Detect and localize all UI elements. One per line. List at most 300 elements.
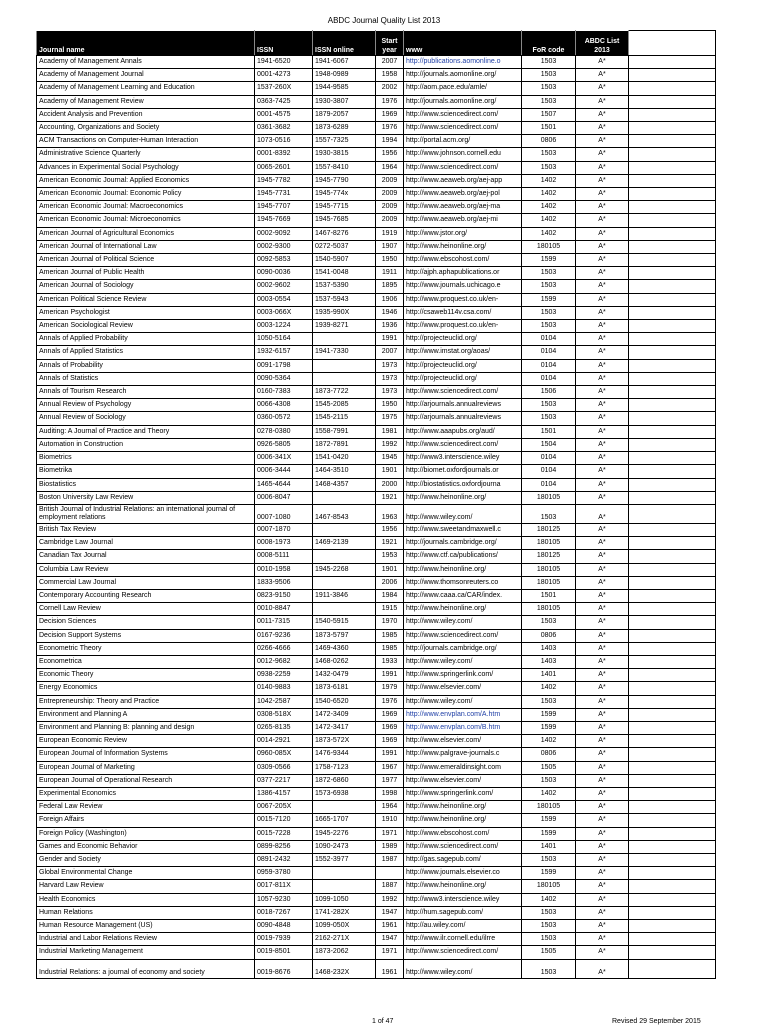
for-code-cell: 1402 <box>522 893 576 906</box>
empty-cell <box>629 933 716 946</box>
empty-cell <box>629 695 716 708</box>
abdc-rank-cell: A* <box>576 95 629 108</box>
start-year-cell: 1964 <box>376 161 404 174</box>
empty-cell <box>629 880 716 893</box>
empty-cell <box>629 201 716 214</box>
start-year-cell: 1950 <box>376 254 404 267</box>
url-link[interactable]: http://arjournals.annualreviews <box>404 412 522 425</box>
empty-cell <box>629 161 716 174</box>
issn-online-cell: 1540-5915 <box>313 616 376 629</box>
url-link[interactable]: http://www3.interscience.wiley <box>404 893 522 906</box>
url-link[interactable]: http://www.heinonline.org/ <box>404 814 522 827</box>
url-link[interactable]: http://www3.interscience.wiley <box>404 452 522 465</box>
issn-cell: 1042-2587 <box>255 695 313 708</box>
issn-online-cell: 1939-8271 <box>313 320 376 333</box>
start-year-cell: 1947 <box>376 933 404 946</box>
issn-online-cell: 1545-2115 <box>313 412 376 425</box>
for-code-cell: 1599 <box>522 708 576 721</box>
empty-cell <box>629 174 716 187</box>
empty-cell <box>629 491 716 504</box>
for-code-cell: 1402 <box>522 188 576 201</box>
issn-cell: 0891-2432 <box>255 853 313 866</box>
url-link[interactable]: http://www.ilr.cornell.edu/ilrre <box>404 933 522 946</box>
journal-name-cell: Foreign Policy (Washington) <box>37 827 255 840</box>
url-link[interactable]: http://www.proquest.co.uk/en- <box>404 320 522 333</box>
for-code-cell: 1403 <box>522 642 576 655</box>
table-row <box>37 695 716 708</box>
start-year-cell <box>376 867 404 880</box>
for-code-cell: 1501 <box>522 589 576 602</box>
table-row <box>37 306 716 319</box>
abdc-rank-cell: A* <box>576 814 629 827</box>
empty-cell <box>629 893 716 906</box>
issn-online-cell: 1941-7330 <box>313 346 376 359</box>
abdc-rank-cell: A* <box>576 227 629 240</box>
url-link[interactable]: http://hum.sagepub.com/ <box>404 906 522 919</box>
issn-cell: 0092-5853 <box>255 254 313 267</box>
url-link[interactable]: http://www.caaa.ca/CAR/index. <box>404 589 522 602</box>
start-year-cell: 1946 <box>376 306 404 319</box>
url-link[interactable]: http://www.thomsonreuters.co <box>404 576 522 589</box>
url-link[interactable]: http://www.jstor.org/ <box>404 227 522 240</box>
for-code-cell: 1503 <box>522 95 576 108</box>
url-link[interactable]: http://www.sciencedirect.com/ <box>404 946 522 959</box>
url-link[interactable]: http://www.envplan.com/A.htm <box>404 708 522 721</box>
url-link[interactable]: http://www.heinonline.org/ <box>404 603 522 616</box>
issn-cell: 0363-7425 <box>255 95 313 108</box>
table-row <box>37 616 716 629</box>
issn-cell: 0899-8256 <box>255 840 313 853</box>
issn-cell: 1945-7707 <box>255 201 313 214</box>
for-code-cell: 0104 <box>522 465 576 478</box>
empty-cell <box>629 412 716 425</box>
issn-cell: 0091-1798 <box>255 359 313 372</box>
start-year-cell: 1976 <box>376 695 404 708</box>
issn-online-cell: 1540-5907 <box>313 254 376 267</box>
empty-cell <box>629 399 716 412</box>
url-link[interactable]: http://www.envplan.com/B.htm <box>404 721 522 734</box>
url-link[interactable]: http://www.elsevier.com/ <box>404 682 522 695</box>
issn-cell: 0019-7939 <box>255 933 313 946</box>
table-row <box>37 563 716 576</box>
url-link[interactable]: http://www.springerlink.com/ <box>404 787 522 800</box>
url-link[interactable]: http://publications.aomonline.o <box>404 56 522 69</box>
url-link[interactable]: http://www.heinonline.org/ <box>404 801 522 814</box>
url-link[interactable]: http://biostatistics.oxfordjourna <box>404 478 522 491</box>
issn-online-cell: 1469-4360 <box>313 642 376 655</box>
start-year-cell: 1975 <box>376 412 404 425</box>
abdc-rank-cell: A* <box>576 399 629 412</box>
issn-online-cell: 1432-0479 <box>313 669 376 682</box>
issn-cell: 1073-0516 <box>255 135 313 148</box>
empty-cell <box>629 959 716 978</box>
url-link[interactable]: http://journals.cambridge.org/ <box>404 642 522 655</box>
issn-online-cell: 1537-5390 <box>313 280 376 293</box>
for-code-cell: 1401 <box>522 840 576 853</box>
start-year-cell: 2009 <box>376 214 404 227</box>
issn-online-cell: 1469-2139 <box>313 537 376 550</box>
table-row <box>37 188 716 201</box>
url-link[interactable]: http://aom.pace.edu/amle/ <box>404 82 522 95</box>
url-link[interactable]: http://www.wiley.com/ <box>404 655 522 668</box>
url-link[interactable]: http://www.journals.uchicago.e <box>404 280 522 293</box>
for-code-cell: 1503 <box>522 853 576 866</box>
url-link[interactable]: http://www.johnson.cornell.edu <box>404 148 522 161</box>
journal-name-cell: European Journal of Operational Research <box>37 774 255 787</box>
journal-name-cell: Economic Theory <box>37 669 255 682</box>
url-link[interactable]: http://www.aaapubs.org/aud/ <box>404 425 522 438</box>
abdc-rank-cell: A* <box>576 333 629 346</box>
url-link[interactable]: http://www.springerlink.com/ <box>404 669 522 682</box>
url-link[interactable]: http://gas.sagepub.com/ <box>404 853 522 866</box>
url-link[interactable]: http://www.sciencedirect.com/ <box>404 840 522 853</box>
url-link[interactable]: http://www.aeaweb.org/aej-ma <box>404 201 522 214</box>
url-link[interactable]: http://biomet.oxfordjournals.or <box>404 465 522 478</box>
for-code-cell: 0104 <box>522 346 576 359</box>
issn-cell: 0001-4575 <box>255 108 313 121</box>
journal-name-cell: Biometrika <box>37 465 255 478</box>
for-code-cell: 1503 <box>522 959 576 978</box>
journal-name-cell: European Journal of Information Systems <box>37 748 255 761</box>
issn-online-cell <box>313 491 376 504</box>
table-row <box>37 550 716 563</box>
table-row <box>37 933 716 946</box>
for-code-cell: 1599 <box>522 721 576 734</box>
issn-cell: 0014-2921 <box>255 735 313 748</box>
table-row <box>37 708 716 721</box>
for-code-cell: 180105 <box>522 240 576 253</box>
start-year-cell: 1956 <box>376 148 404 161</box>
abdc-rank-cell: A* <box>576 563 629 576</box>
start-year-cell: 2009 <box>376 188 404 201</box>
issn-online-cell <box>313 372 376 385</box>
issn-cell: 0003-1224 <box>255 320 313 333</box>
url-link[interactable]: http://www.elsevier.com/ <box>404 774 522 787</box>
table-row <box>37 537 716 550</box>
url-link[interactable]: http://www.elsevier.com/ <box>404 735 522 748</box>
empty-cell <box>629 504 716 523</box>
header-journal-name: Journal name <box>37 31 255 56</box>
table-row <box>37 735 716 748</box>
issn-cell: 1465-4644 <box>255 478 313 491</box>
url-link[interactable]: http://www.palgrave-journals.c <box>404 748 522 761</box>
journal-name-cell: American Political Science Review <box>37 293 255 306</box>
journal-name-cell: Annals of Probability <box>37 359 255 372</box>
empty-cell <box>629 386 716 399</box>
table-row <box>37 346 716 359</box>
for-code-cell: 0104 <box>522 372 576 385</box>
issn-cell: 1941-6520 <box>255 56 313 69</box>
empty-cell <box>629 267 716 280</box>
url-link[interactable]: http://au.wiley.com/ <box>404 920 522 933</box>
url-link[interactable]: http://arjournals.annualreviews <box>404 399 522 412</box>
url-link[interactable]: http://www.emeraldinsight.com <box>404 761 522 774</box>
issn-online-cell: 1935-990X <box>313 306 376 319</box>
url-link[interactable]: http://www.sweetandmaxwell.c <box>404 523 522 536</box>
empty-cell <box>629 280 716 293</box>
empty-cell <box>629 576 716 589</box>
journal-name-cell: Econometric Theory <box>37 642 255 655</box>
for-code-cell: 1507 <box>522 108 576 121</box>
table-row <box>37 893 716 906</box>
start-year-cell: 1971 <box>376 827 404 840</box>
for-code-cell: 1503 <box>522 504 576 523</box>
for-code-cell: 0104 <box>522 478 576 491</box>
empty-cell <box>629 425 716 438</box>
empty-cell <box>629 563 716 576</box>
empty-cell <box>629 359 716 372</box>
url-link[interactable]: http://projecteuclid.org/ <box>404 333 522 346</box>
abdc-rank-cell: A* <box>576 438 629 451</box>
url-link[interactable]: http://journals.cambridge.org/ <box>404 537 522 550</box>
journal-name-cell: Industrial Relations: a journal of economy and society <box>37 959 255 978</box>
abdc-rank-cell: A* <box>576 787 629 800</box>
url-link[interactable]: http://journals.aomonline.org/ <box>404 95 522 108</box>
start-year-cell: 1969 <box>376 721 404 734</box>
table-row <box>37 465 716 478</box>
table-row <box>37 629 716 642</box>
table-row <box>37 386 716 399</box>
url-link[interactable]: http://www.heinonline.org/ <box>404 240 522 253</box>
journal-name-cell: Global Environmental Change <box>37 867 255 880</box>
for-code-cell: 1503 <box>522 56 576 69</box>
start-year-cell: 1981 <box>376 425 404 438</box>
issn-online-cell: 1468-232X <box>313 959 376 978</box>
empty-cell <box>629 946 716 959</box>
start-year-cell: 1901 <box>376 465 404 478</box>
table-row <box>37 959 716 978</box>
start-year-cell: 1915 <box>376 603 404 616</box>
url-link[interactable]: http://www.sciencedirect.com/ <box>404 386 522 399</box>
abdc-rank-cell: A* <box>576 906 629 919</box>
abdc-rank-cell: A* <box>576 188 629 201</box>
journal-name-cell: Commercial Law Journal <box>37 576 255 589</box>
url-link[interactable]: http://www.wiley.com/ <box>404 959 522 978</box>
empty-cell <box>629 56 716 69</box>
for-code-cell: 1402 <box>522 682 576 695</box>
empty-cell <box>629 122 716 135</box>
abdc-rank-cell: A* <box>576 748 629 761</box>
url-link[interactable]: http://csaweb114v.csa.com/ <box>404 306 522 319</box>
empty-cell <box>629 320 716 333</box>
start-year-cell: 1976 <box>376 95 404 108</box>
empty-cell <box>629 721 716 734</box>
journal-name-cell: Health Economics <box>37 893 255 906</box>
empty-cell <box>629 853 716 866</box>
abdc-rank-cell: A* <box>576 933 629 946</box>
header-issn: ISSN <box>255 31 313 56</box>
document-title: ABDC Journal Quality List 2013 <box>327 16 441 25</box>
start-year-cell: 1969 <box>376 708 404 721</box>
issn-online-cell: 1552-3977 <box>313 853 376 866</box>
start-year-cell: 1969 <box>376 735 404 748</box>
url-link[interactable]: http://portal.acm.org/ <box>404 135 522 148</box>
start-year-cell: 1933 <box>376 655 404 668</box>
url-link[interactable]: http://www.aeaweb.org/aej-mi <box>404 214 522 227</box>
empty-cell <box>629 642 716 655</box>
journal-name-cell: Econometrica <box>37 655 255 668</box>
journal-name-cell: Annals of Applied Statistics <box>37 346 255 359</box>
table-header-row <box>37 31 716 56</box>
abdc-rank-cell: A* <box>576 523 629 536</box>
issn-cell: 0167-9236 <box>255 629 313 642</box>
table-row <box>37 438 716 451</box>
empty-cell <box>629 372 716 385</box>
url-link[interactable]: http://www.sciencedirect.com/ <box>404 161 522 174</box>
url-link[interactable]: http://projecteuclid.org/ <box>404 372 522 385</box>
journal-name-cell: Environment and Planning B: planning and design <box>37 721 255 734</box>
url-link[interactable]: http://www.ebscohost.com/ <box>404 827 522 840</box>
for-code-cell: 1402 <box>522 227 576 240</box>
table-row <box>37 787 716 800</box>
journal-name-cell: Accident Analysis and Prevention <box>37 108 255 121</box>
issn-online-cell <box>313 523 376 536</box>
url-link[interactable]: http://www.sciencedirect.com/ <box>404 122 522 135</box>
url-link[interactable]: http://www.sciencedirect.com/ <box>404 629 522 642</box>
url-link[interactable]: http://www.journals.elsevier.co <box>404 867 522 880</box>
issn-cell: 0066-4308 <box>255 399 313 412</box>
journal-name-cell: Columbia Law Review <box>37 563 255 576</box>
issn-cell: 1932-6157 <box>255 346 313 359</box>
start-year-cell: 1991 <box>376 748 404 761</box>
abdc-rank-cell: A* <box>576 267 629 280</box>
table-row <box>37 761 716 774</box>
journal-name-cell: American Economic Journal: Applied Economics <box>37 174 255 187</box>
url-link[interactable]: http://journals.aomonline.org/ <box>404 69 522 82</box>
issn-online-cell: 1464-3510 <box>313 465 376 478</box>
url-link[interactable]: http://www.aeaweb.org/aej-pol <box>404 188 522 201</box>
journal-name-cell: British Journal of Industrial Relations: an international journal of employment relations <box>37 504 255 523</box>
for-code-cell: 1506 <box>522 386 576 399</box>
journal-name-cell: American Psychologist <box>37 306 255 319</box>
issn-online-cell: 1944-9585 <box>313 82 376 95</box>
journal-name-cell: American Journal of Sociology <box>37 280 255 293</box>
table-row <box>37 906 716 919</box>
start-year-cell: 2002 <box>376 82 404 95</box>
start-year-cell: 1973 <box>376 386 404 399</box>
issn-cell: 0278-0380 <box>255 425 313 438</box>
url-link[interactable]: http://www.wiley.com/ <box>404 504 522 523</box>
abdc-rank-cell: A* <box>576 655 629 668</box>
empty-cell <box>629 708 716 721</box>
table-row <box>37 682 716 695</box>
journal-name-cell: Advances in Experimental Social Psychology <box>37 161 255 174</box>
issn-online-cell: 1941-6067 <box>313 56 376 69</box>
url-link[interactable]: http://www.imstat.org/aoas/ <box>404 346 522 359</box>
for-code-cell: 1503 <box>522 774 576 787</box>
url-link[interactable]: http://www.wiley.com/ <box>404 695 522 708</box>
abdc-rank-cell: A* <box>576 827 629 840</box>
url-link[interactable]: http://www.proquest.co.uk/en- <box>404 293 522 306</box>
header-start-year: Start year <box>376 31 404 56</box>
for-code-cell: 1503 <box>522 82 576 95</box>
abdc-rank-cell: A* <box>576 320 629 333</box>
for-code-cell: 1503 <box>522 399 576 412</box>
abdc-rank-cell: A* <box>576 108 629 121</box>
for-code-cell: 1503 <box>522 320 576 333</box>
for-code-cell: 1401 <box>522 669 576 682</box>
start-year-cell: 1991 <box>376 333 404 346</box>
issn-online-cell: 1873-6181 <box>313 682 376 695</box>
issn-cell: 0308-518X <box>255 708 313 721</box>
issn-cell: 0140-9883 <box>255 682 313 695</box>
table-row <box>37 280 716 293</box>
abdc-rank-cell: A* <box>576 735 629 748</box>
for-code-cell: 1403 <box>522 655 576 668</box>
abdc-rank-cell: A* <box>576 840 629 853</box>
empty-cell <box>629 438 716 451</box>
abdc-rank-cell: A* <box>576 603 629 616</box>
url-link[interactable]: http://projecteuclid.org/ <box>404 359 522 372</box>
abdc-rank-cell: A* <box>576 893 629 906</box>
issn-cell: 0090-0036 <box>255 267 313 280</box>
table-row <box>37 589 716 602</box>
url-link[interactable]: http://www.heinonline.org/ <box>404 563 522 576</box>
start-year-cell: 1987 <box>376 853 404 866</box>
journal-name-cell: Auditing: A Journal of Practice and Theory <box>37 425 255 438</box>
table-row <box>37 840 716 853</box>
issn-cell: 0006-3444 <box>255 465 313 478</box>
abdc-rank-cell: A* <box>576 135 629 148</box>
start-year-cell: 1979 <box>376 682 404 695</box>
for-code-cell: 1599 <box>522 293 576 306</box>
table-row <box>37 174 716 187</box>
url-link[interactable]: http://www.aeaweb.org/aej-app <box>404 174 522 187</box>
empty-cell <box>629 814 716 827</box>
url-link[interactable]: http://www.wiley.com/ <box>404 616 522 629</box>
issn-cell: 0090-4848 <box>255 920 313 933</box>
url-link[interactable]: http://www.heinonline.org/ <box>404 880 522 893</box>
journal-name-cell: ACM Transactions on Computer-Human Interaction <box>37 135 255 148</box>
table-row <box>37 603 716 616</box>
table-row <box>37 359 716 372</box>
empty-cell <box>629 655 716 668</box>
table-row <box>37 254 716 267</box>
issn-cell: 0003-0554 <box>255 293 313 306</box>
empty-cell <box>629 240 716 253</box>
issn-cell: 0926-5805 <box>255 438 313 451</box>
empty-cell <box>629 69 716 82</box>
revised-date: Revised 29 September 2015 <box>612 1018 701 1025</box>
url-link[interactable]: http://www.ebscohost.com/ <box>404 254 522 267</box>
url-link[interactable]: http://www.ctf.ca/publications/ <box>404 550 522 563</box>
url-link[interactable]: http://www.sciencedirect.com/ <box>404 108 522 121</box>
abdc-rank-cell: A* <box>576 412 629 425</box>
journal-name-cell: Boston University Law Review <box>37 491 255 504</box>
for-code-cell: 0104 <box>522 452 576 465</box>
empty-cell <box>629 82 716 95</box>
table-row <box>37 412 716 425</box>
start-year-cell: 1953 <box>376 550 404 563</box>
url-link[interactable]: http://ajph.aphapublications.or <box>404 267 522 280</box>
issn-cell: 0015-7120 <box>255 814 313 827</box>
url-link[interactable]: http://www.heinonline.org/ <box>404 491 522 504</box>
issn-cell: 0823-9150 <box>255 589 313 602</box>
issn-cell: 0309-0566 <box>255 761 313 774</box>
issn-online-cell: 1873-5797 <box>313 629 376 642</box>
issn-cell: 0960-085X <box>255 748 313 761</box>
issn-online-cell: 1472-3417 <box>313 721 376 734</box>
issn-cell: 0065-2601 <box>255 161 313 174</box>
issn-online-cell: 1541-0420 <box>313 452 376 465</box>
abdc-rank-cell: A* <box>576 306 629 319</box>
empty-cell <box>629 550 716 563</box>
url-link[interactable]: http://www.sciencedirect.com/ <box>404 438 522 451</box>
start-year-cell: 1945 <box>376 452 404 465</box>
header-blank <box>629 31 716 56</box>
table-row <box>37 946 716 959</box>
issn-online-cell: 1945-7715 <box>313 201 376 214</box>
